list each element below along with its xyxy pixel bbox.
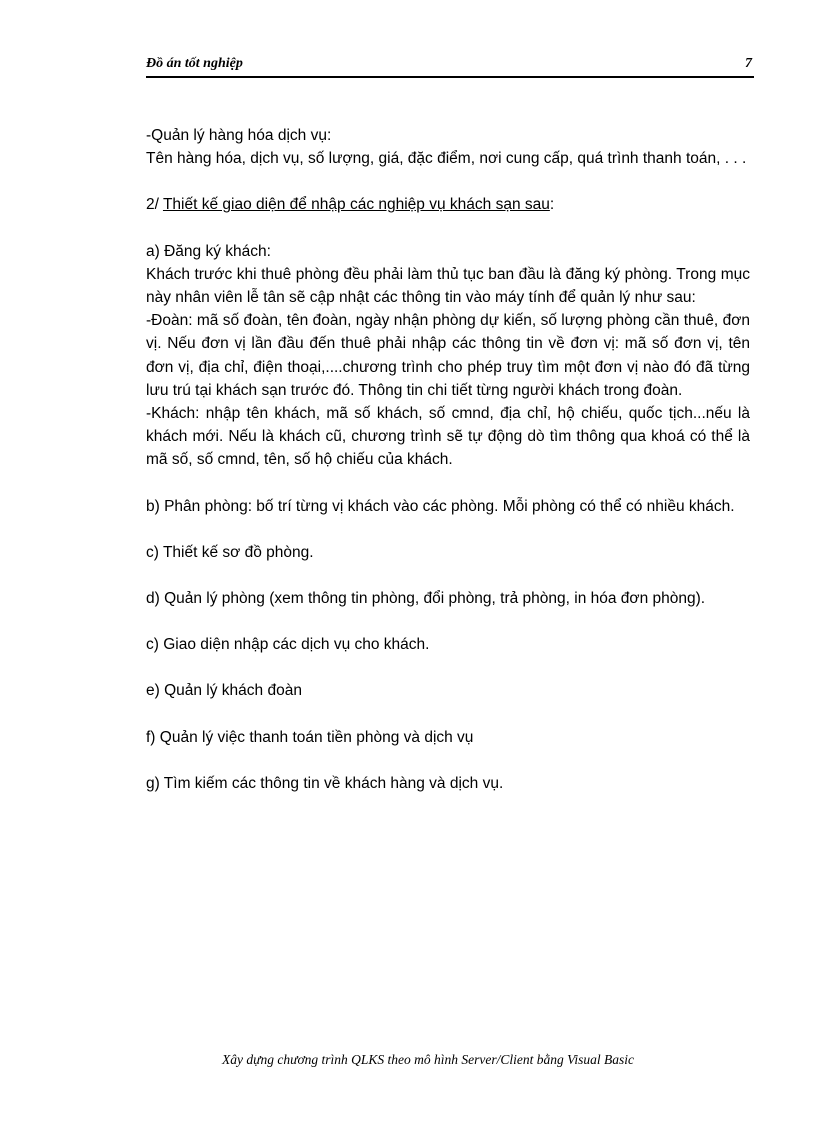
item-c-room-map: c) Thiết kế sơ đồ phòng.	[146, 543, 314, 561]
document-body	[146, 124, 750, 795]
item-a-group-paragraph: -Đoàn: mã số đoàn, tên đoàn, ngày nhận phòng dự kiến, số lượng phòng cần thuê, đơn vị. Nếu đơn vị lần đầu đến thuê phải nhập các thông tin về đơn vị: mã số đơn vị, tên đơn vị, địa chỉ, điện thoại,....chương trình cho phép truy tìm một đơn vị nào đó đã từng lưu trú tại khách sạn trước đó. Thông tin chi tiết từng người khách trong đoàn.	[146, 312, 750, 399]
goods-intro: -Quản lý hàng hóa dịch vụ:	[146, 127, 332, 144]
spacer	[146, 170, 750, 193]
section-colon: :	[549, 196, 555, 214]
section-number: 2/	[146, 196, 163, 214]
item-g: g) Tìm kiếm các thông tin về khách hàng và dịch vụ.	[146, 774, 504, 792]
item-a-paragraph: Khách trước khi thuê phòng đều phải làm thủ tục ban đầu là đăng ký phòng. Trong mục này nhân viên lễ tân sẽ cập nhật các thông tin vào máy tính để quản lý như sau:	[146, 265, 750, 307]
page-footer: Xây dựng chương trình QLKS theo mô hình Server/Client bằng Visual Basic	[221, 1052, 635, 1067]
spacer	[146, 749, 750, 772]
item-a-title: a) Đăng ký khách:	[146, 242, 271, 260]
section-heading	[146, 193, 750, 216]
spacer	[146, 472, 750, 495]
spacer	[146, 217, 750, 240]
item-f: f) Quản lý việc thanh toán tiền phòng và dịch vụ	[146, 728, 474, 746]
page-number: 7	[745, 56, 752, 71]
header-title: Đồ án tốt nghiệp	[146, 56, 243, 71]
item-b: b) Phân phòng: bố trí từng vị khách vào các phòng. Mỗi phòng có thể có nhiều khách.	[146, 497, 735, 515]
goods-detail: Tên hàng hóa, dịch vụ, số lượng, giá, đặc điểm, nơi cung cấp, quá trình thanh toán, . . .	[146, 150, 747, 168]
spacer	[146, 656, 750, 679]
section-title: Thiết kế giao diện để nhập các nghiệp vụ khách sạn sau	[162, 196, 550, 214]
spacer	[146, 564, 750, 587]
spacer	[146, 703, 750, 726]
spacer	[146, 518, 750, 541]
item-e: e) Quản lý khách đoàn	[146, 682, 302, 700]
item-d: d) Quản lý phòng (xem thông tin phòng, đổi phòng, trả phòng, in hóa đơn phòng).	[146, 590, 706, 608]
item-c-services: c) Giao diện nhập các dịch vụ cho khách.	[146, 636, 430, 654]
page-header	[146, 54, 754, 78]
spacer	[146, 610, 750, 633]
item-a-guest-paragraph: -Khách: nhập tên khách, mã số khách, số cmnd, địa chỉ, hộ chiếu, quốc tịch...nếu là khách mới. Nếu là khách cũ, chương trình sẽ tự động dò tìm thông qua khoá có thể là mã số, số cmnd, tên, số hộ chiếu của khách.	[146, 405, 750, 469]
